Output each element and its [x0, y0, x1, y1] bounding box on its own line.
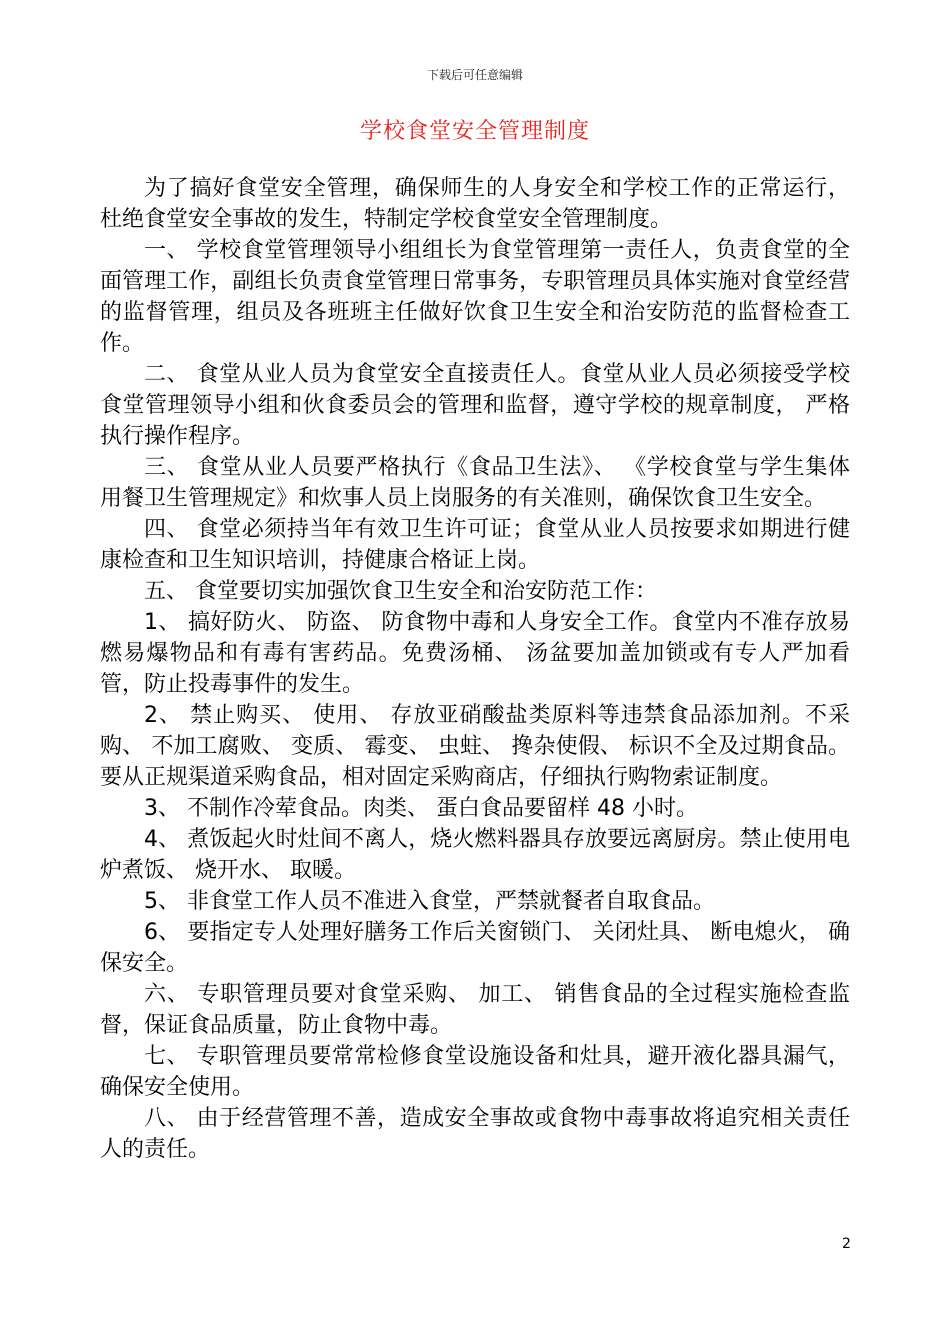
- clause-4: 四、 食堂必须持当年有效卫生许可证；食堂从业人员按要求如期进行健康检查和卫生知识培训，持健康合格证上岗。: [100, 517, 850, 573]
- document-title: 学校食堂安全管理制度: [359, 119, 590, 144]
- page-header: 下载后可任意编辑: [426, 68, 523, 82]
- clause-8: 八、 由于经营管理不善，造成安全事故或食物中毒事故将追究相关责任人的责任。: [100, 1106, 850, 1162]
- clause-1: 一、 学校食堂管理领导小组组长为食堂管理第一责任人，负责食堂的全面管理工作，副组长负责食堂管理日常事务，专职管理员具体实施对食堂经营的监督管理，组员及各班班主任做好饮食卫生安全和治安防范的监督检查工作。: [100, 238, 850, 356]
- clause-5: 五、 食堂要切实加强饮食卫生安全和治安防范工作：: [144, 579, 657, 604]
- subclause-5-2: 2、 禁止购买、 使用、 存放亚硝酸盐类原料等违禁食品添加剂。不采购、 不加工腐败、 变质、 霉变、 虫蛀、 搀杂使假、 标识不全及过期食品。要从正规渠道采购食品，相对固定采购商店，仔细执行购物索证制度。: [100, 703, 850, 790]
- subclause-5-5: 5、 非食堂工作人员不准进入食堂，严禁就餐者自取食品。: [144, 889, 715, 914]
- clause-7: 七、 专职管理员要常常检修食堂设施设备和灶具，避开液化器具漏气，确保安全使用。: [100, 1044, 850, 1100]
- document-body: [100, 173, 850, 1165]
- clause-6: 六、 专职管理员要对食堂采购、 加工、 销售食品的全过程实施检查监督，保证食品质量，防止食物中毒。: [100, 982, 850, 1038]
- subclause-5-1: 1、 搞好防火、 防盗、 防食物中毒和人身安全工作。食堂内不准存放易燃易爆物品和有毒有害药品。免费汤桶、 汤盆要加盖加锁或有专人严加看管，防止投毒事件的发生。: [100, 610, 850, 697]
- subclause-5-4: 4、 煮饭起火时灶间不离人，烧火燃料器具存放要远离厨房。禁止使用电炉煮饭、 烧开水、 取暖。: [100, 827, 850, 883]
- subclause-5-3: 3、 不制作冷荤食品。肉类、 蛋白食品要留样 48 小时。: [144, 796, 698, 821]
- page-number: 2: [842, 1236, 851, 1252]
- intro-paragraph: 为了搞好食堂安全管理，确保师生的人身安全和学校工作的正常运行， 杜绝食堂安全事故的发生，特制定学校食堂安全管理制度。: [100, 176, 850, 232]
- clause-2: 二、 食堂从业人员为食堂安全直接责任人。食堂从业人员必须接受学校食堂管理领导小组和伙食委员会的管理和监督，遵守学校的规章制度， 严格执行操作程序。: [100, 362, 850, 449]
- subclause-5-6: 6、 要指定专人处理好膳务工作后关窗锁门、 关闭灶具、 断电熄火， 确保安全。: [100, 920, 850, 976]
- clause-3: 三、 食堂从业人员要严格执行《食品卫生法》、 《学校食堂与学生集体用餐卫生管理规定》和炊事人员上岗服务的有关准则，确保饮食卫生安全。: [100, 455, 850, 511]
